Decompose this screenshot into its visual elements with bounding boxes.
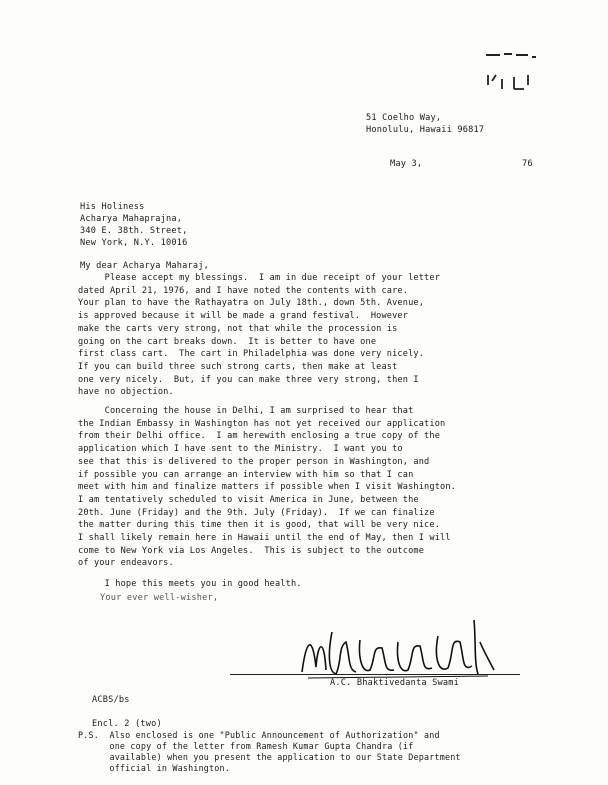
paragraph-line: meet with him and finalize matters if possible when I visit Washington. bbox=[78, 482, 456, 493]
recipient-line-1: His Holiness bbox=[80, 202, 145, 212]
return-address-city: Honolulu, Hawaii 96817 bbox=[366, 125, 485, 135]
letter-date: May 3, bbox=[390, 159, 423, 169]
paragraph-line: come to New York via Los Angeles. This is subject to the outcome bbox=[78, 545, 425, 556]
paragraph-line: 20th. June (Friday) and the 9th. July (Friday). If we can finalize bbox=[78, 507, 435, 518]
paragraph-line: application which I have sent to the Ministry. I want you to bbox=[78, 444, 403, 455]
paragraph-line: make the carts very strong, not that while the procession is bbox=[78, 323, 398, 334]
paragraph-line: first class cart. The cart in Philadelphia was done very nicely. bbox=[78, 349, 425, 360]
paragraph-line: from their Delhi office. I am herewith enclosing a true copy of the bbox=[78, 431, 441, 442]
paragraph-line: Concerning the house in Delhi, I am surprised to hear that bbox=[78, 406, 414, 416]
recipient-line-3: 340 E. 38th. Street, bbox=[80, 226, 188, 236]
letter-date-year: 76 bbox=[522, 159, 533, 169]
paragraph-line: going on the cart breaks down. It is better to have one bbox=[78, 336, 377, 347]
salutation: My dear Acharya Maharaj, bbox=[80, 261, 209, 271]
paragraph-line: I shall likely remain here in Hawaii until the end of May, then I will bbox=[78, 533, 451, 544]
postscript-line: available) when you present the application to our State Department bbox=[78, 752, 461, 762]
paragraph-2 bbox=[78, 405, 548, 570]
paragraph-line: have no objection. bbox=[78, 387, 174, 398]
paragraph-3 bbox=[78, 578, 548, 591]
paragraph-line: I hope this meets you in good health. bbox=[78, 579, 302, 589]
postscript-line: official in Washington. bbox=[78, 763, 231, 773]
paragraph-line: If you can build three such strong carts, then make at least bbox=[78, 361, 398, 372]
paragraph-line: see that this is delivered to the proper person in Washington, and bbox=[78, 456, 430, 467]
signature-line bbox=[230, 674, 520, 675]
paragraph-line: Your plan to have the Rathayatra on July 18th., down 5th. Avenue, bbox=[78, 298, 425, 309]
corner-file-stamp bbox=[480, 45, 540, 95]
recipient-line-4: New York, N.Y. 10016 bbox=[80, 238, 188, 248]
paragraph-line: dated April 21, 1976, and I have noted the contents with care. bbox=[78, 285, 409, 296]
paragraph-line: Please accept my blessings. I am in due receipt of your letter bbox=[78, 273, 441, 283]
paragraph-line: of your endeavors. bbox=[78, 558, 174, 569]
paragraph-line: one very nicely. But, if you can make three very strong, then I bbox=[78, 374, 419, 385]
return-address-street: 51 Coelho Way, bbox=[366, 113, 442, 123]
typist-initials: ACBS/bs bbox=[92, 695, 130, 705]
enclosure-note: Encl. 2 (two) bbox=[92, 719, 162, 729]
paragraph-1 bbox=[78, 272, 548, 399]
closing: Your ever well-wisher, bbox=[100, 593, 219, 603]
postscript-line: P.S. Also enclosed is one "Public Announcement of Authorization" and bbox=[78, 730, 440, 740]
recipient-line-2: Acharya Mahaprajna, bbox=[80, 214, 183, 224]
paragraph-line: the matter during this time then it is good, that will be very nice. bbox=[78, 520, 441, 531]
signature-name: A.C. Bhaktivedanta Swami bbox=[330, 678, 459, 688]
paragraph-line: I am tentatively scheduled to visit America in June, between the bbox=[78, 494, 419, 505]
handwritten-signature bbox=[298, 612, 498, 687]
paragraph-line: the Indian Embassy in Washington has not yet received our application bbox=[78, 418, 446, 429]
paragraph-line: if possible you can arrange an interview with him so that I can bbox=[78, 469, 414, 480]
paragraph-line: is approved because it will be made a grand festival. However bbox=[78, 311, 409, 322]
postscript-line: one copy of the letter from Ramesh Kumar Gupta Chandra (if bbox=[78, 741, 414, 751]
